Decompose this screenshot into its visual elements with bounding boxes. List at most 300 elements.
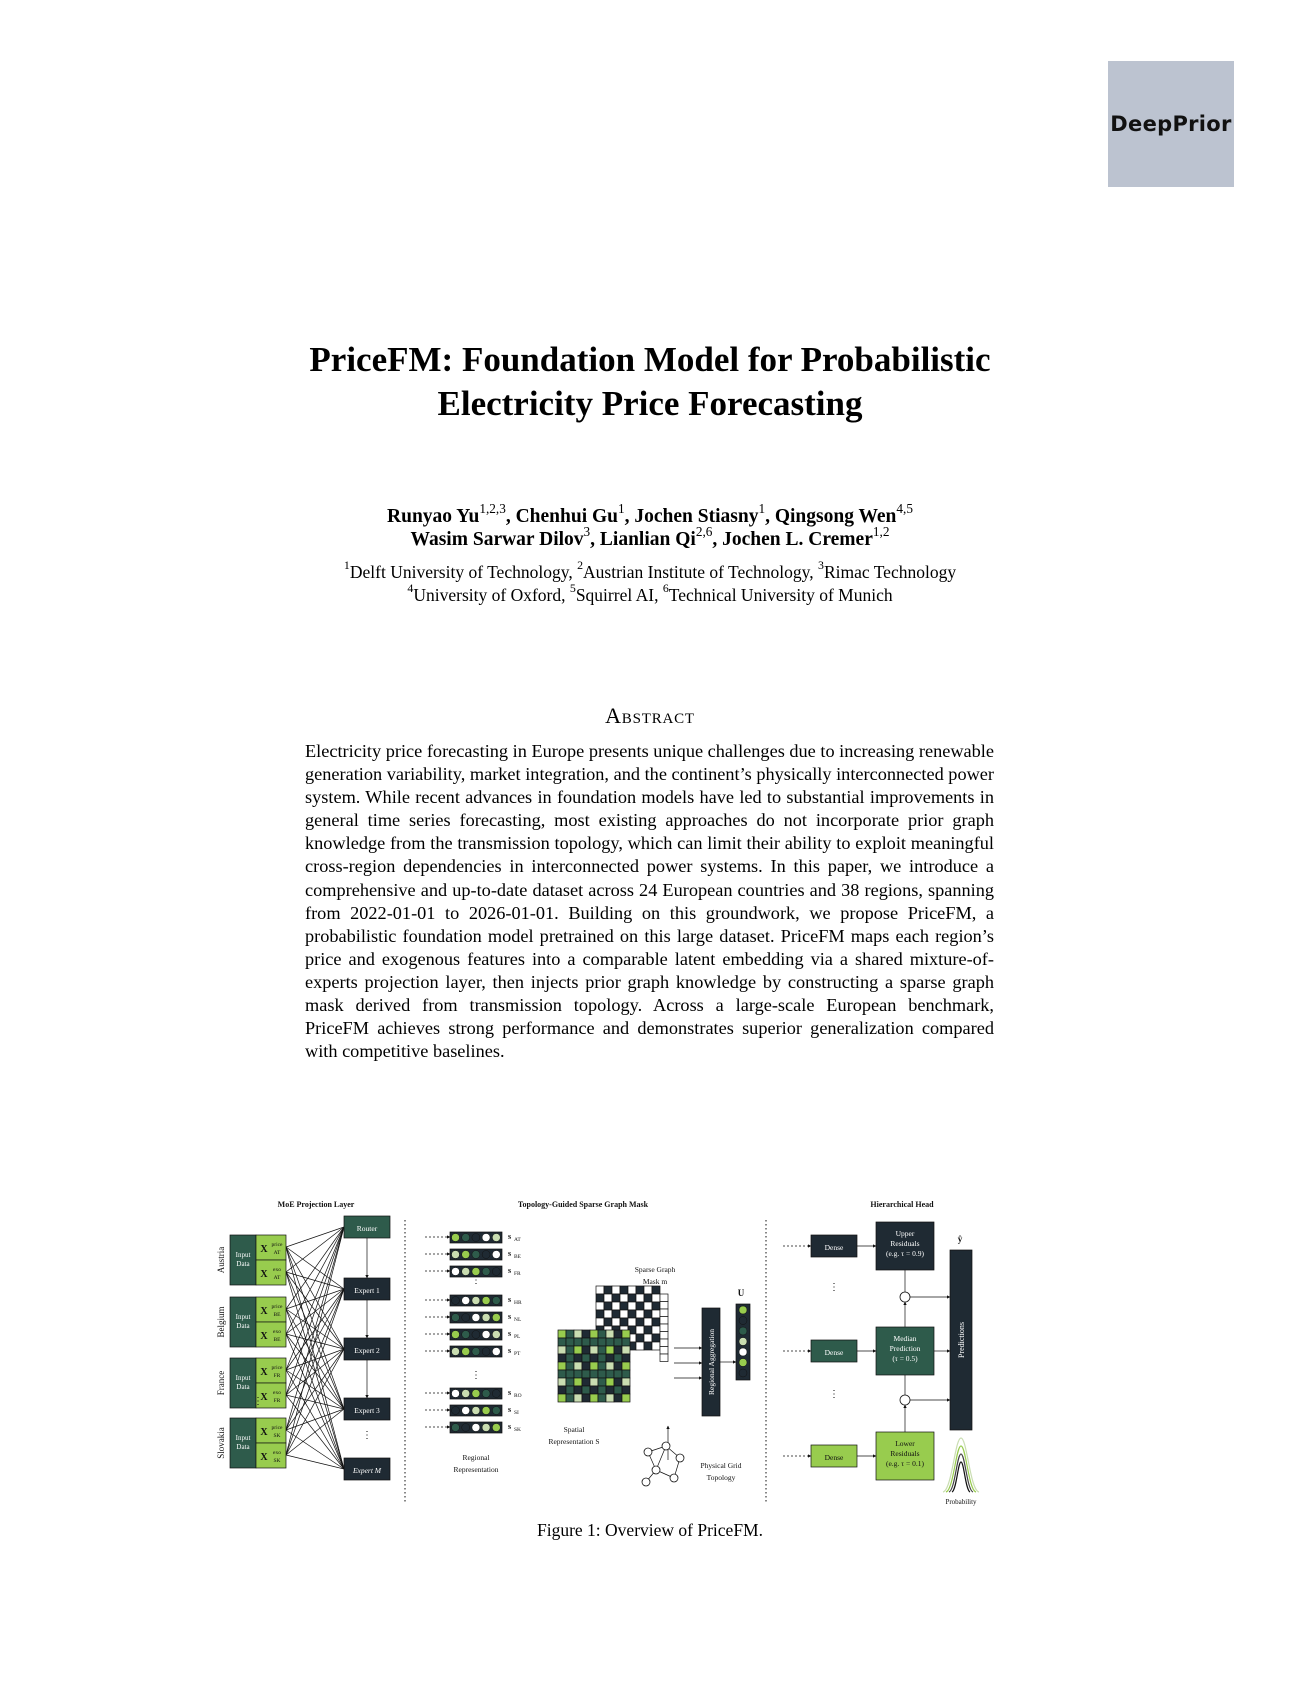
dense-label: Dense <box>824 1453 844 1462</box>
region-symbol: s <box>508 1249 512 1258</box>
country-label-fr: France <box>216 1370 226 1396</box>
spatial-cell <box>558 1378 566 1386</box>
spatial-cell <box>582 1354 590 1362</box>
spatial-cell <box>558 1386 566 1394</box>
input-data-label: Input <box>235 1251 251 1259</box>
topology-node <box>670 1474 678 1482</box>
spatial-cell <box>614 1346 622 1354</box>
spatial-cell <box>598 1386 606 1394</box>
affiliation-line-2: $^4$University of Oxford, $^5$Squirrel AI, $^6$Technical University of Munich <box>407 581 893 605</box>
spatial-cell <box>598 1346 606 1354</box>
region-vector-cell <box>482 1314 490 1322</box>
price-feature-symbol: X <box>260 1427 268 1438</box>
author-name: Chenhui Gu <box>515 506 619 527</box>
price-feature-symbol: X <box>260 1306 268 1317</box>
mask-side-cell <box>660 1332 668 1340</box>
dense-label: Dense <box>824 1348 844 1357</box>
mask-cell <box>636 1342 644 1350</box>
abstract-heading: Abstract <box>605 703 695 728</box>
spatial-cell <box>582 1346 590 1354</box>
spatial-cell <box>566 1378 574 1386</box>
region-vector-cell <box>472 1348 480 1356</box>
region-code: PT <box>514 1351 521 1357</box>
affiliation-name: Squirrel AI <box>575 585 655 605</box>
mask-cell <box>628 1286 636 1294</box>
mask-cell <box>644 1342 652 1350</box>
region-vector-cell <box>492 1331 500 1339</box>
region-symbol: s <box>508 1312 512 1321</box>
spatial-cell <box>614 1394 622 1402</box>
u-vector-cell <box>739 1306 747 1314</box>
spatial-cell <box>606 1378 614 1386</box>
connector <box>286 1227 344 1430</box>
ellipsis-vertical: ⋮ <box>471 1370 481 1381</box>
price-feature-sub: AT <box>273 1250 281 1256</box>
spatial-cell <box>582 1338 590 1346</box>
grid-topology-label: Physical Grid <box>700 1461 742 1470</box>
spatial-cell <box>582 1370 590 1378</box>
region-symbol: s <box>508 1388 512 1397</box>
connector <box>286 1227 344 1247</box>
spatial-cell <box>582 1386 590 1394</box>
mask-cell <box>612 1286 620 1294</box>
mask-side-cell <box>660 1354 668 1362</box>
grid-topology-label: Topology <box>706 1473 736 1482</box>
spatial-cell <box>622 1330 630 1338</box>
spatial-cell <box>566 1370 574 1378</box>
spatial-cell <box>614 1386 622 1394</box>
spatial-cell <box>598 1354 606 1362</box>
mask-cell <box>652 1310 660 1318</box>
affiliation-name: University of Oxford <box>413 585 562 605</box>
title-line-2: Electricity Price Forecasting <box>437 384 863 423</box>
author-name: Wasim Sarwar Dilov <box>410 529 584 550</box>
region-code: AT <box>514 1237 521 1243</box>
author-affil-mark: 1 <box>618 500 625 516</box>
mask-cell <box>612 1294 620 1302</box>
exo-feature-symbol: X <box>260 1452 268 1463</box>
exo-feature-sup: exo <box>273 1267 281 1273</box>
author-affil-mark: 3 <box>583 523 591 539</box>
mask-cell <box>620 1310 628 1318</box>
region-vector-cell <box>492 1424 500 1432</box>
region-vector-cell <box>452 1297 460 1305</box>
spatial-cell <box>622 1386 630 1394</box>
mask-cell <box>644 1326 652 1334</box>
region-vector-cell <box>482 1390 490 1398</box>
region-code: BE <box>514 1254 522 1260</box>
mask-cell <box>644 1286 652 1294</box>
region-vector-cell <box>492 1348 500 1356</box>
spatial-cell <box>590 1354 598 1362</box>
mask-cell <box>596 1310 604 1318</box>
mask-cell <box>596 1294 604 1302</box>
spatial-cell <box>582 1330 590 1338</box>
price-feature-sup: price <box>271 1304 283 1310</box>
spatial-cell <box>606 1346 614 1354</box>
spatial-cell <box>558 1394 566 1402</box>
router-label: Router <box>356 1224 378 1233</box>
median-label: (τ = 0.5) <box>892 1354 918 1363</box>
spatial-cell <box>614 1330 622 1338</box>
u-label: U <box>737 1288 745 1298</box>
figure-shapes <box>230 1216 979 1492</box>
u-vector-cell <box>739 1369 747 1377</box>
affiliation-mark: 2 <box>577 558 584 573</box>
mask-cell <box>636 1310 644 1318</box>
region-vector-cell <box>472 1390 480 1398</box>
author-list <box>150 500 1150 551</box>
spatial-cell <box>574 1362 582 1370</box>
predictions-label: Predictions <box>957 1322 966 1358</box>
spatial-cell <box>582 1378 590 1386</box>
price-feature-sup: price <box>271 1242 283 1248</box>
region-vector-cell <box>462 1251 470 1259</box>
region-vector-cell <box>472 1314 480 1322</box>
topology-node <box>662 1442 670 1450</box>
panel-title-head: Hierarchical Head <box>870 1200 934 1209</box>
region-symbol: s <box>508 1232 512 1241</box>
upper-label: Residuals <box>890 1239 920 1248</box>
probability-label: Probability <box>945 1498 977 1506</box>
input-data-label: Data <box>236 1383 250 1391</box>
region-vector-cell <box>492 1390 500 1398</box>
region-symbol: s <box>508 1346 512 1355</box>
lower-label: Residuals <box>890 1449 920 1458</box>
mask-cell <box>644 1302 652 1310</box>
region-vector-cell <box>462 1331 470 1339</box>
topology-node <box>652 1466 660 1474</box>
spatial-cell <box>566 1346 574 1354</box>
spatial-cell <box>598 1370 606 1378</box>
plus-operator <box>900 1292 910 1302</box>
spatial-cell <box>622 1338 630 1346</box>
author-name: Jochen L. Cremer <box>722 529 873 550</box>
mask-side-cell <box>660 1339 668 1347</box>
region-vector-cell <box>482 1424 490 1432</box>
spatial-cell <box>622 1370 630 1378</box>
connector <box>286 1227 344 1370</box>
spatial-cell <box>590 1378 598 1386</box>
minus-operator <box>900 1395 910 1405</box>
spatial-cell <box>574 1330 582 1338</box>
price-feature-sup: price <box>271 1425 283 1431</box>
connector <box>286 1227 344 1309</box>
ellipsis-vertical: ⋮ <box>253 1396 263 1407</box>
mask-side-cell <box>660 1309 668 1317</box>
region-vector-cell <box>452 1424 460 1432</box>
affiliation-mark: 4 <box>407 581 414 596</box>
region-vector-cell <box>472 1297 480 1305</box>
spatial-representation-label: Representation S <box>548 1437 600 1446</box>
mask-cell <box>604 1286 612 1294</box>
region-vector-cell <box>482 1251 490 1259</box>
upper-label: Upper <box>895 1229 915 1238</box>
affiliation-name: Austrian Institute of Technology <box>583 562 810 582</box>
mask-cell <box>652 1286 660 1294</box>
region-symbol: s <box>508 1405 512 1414</box>
spatial-cell <box>558 1370 566 1378</box>
region-vector-cell <box>462 1297 470 1305</box>
spatial-cell <box>582 1362 590 1370</box>
spatial-cell <box>574 1378 582 1386</box>
mask-cell <box>604 1318 612 1326</box>
country-label-at: Austria <box>216 1246 226 1274</box>
spatial-cell <box>574 1346 582 1354</box>
connector <box>286 1349 344 1430</box>
panel-title-moe: MoE Projection Layer <box>277 1200 355 1209</box>
spatial-cell <box>574 1338 582 1346</box>
region-vector-cell <box>472 1407 480 1415</box>
exo-feature-symbol: X <box>260 1392 268 1403</box>
spatial-cell <box>566 1362 574 1370</box>
u-vector-cell <box>739 1338 747 1346</box>
spatial-cell <box>590 1362 598 1370</box>
region-vector-cell <box>452 1348 460 1356</box>
mask-cell <box>628 1318 636 1326</box>
mask-side-cell <box>660 1324 668 1332</box>
spatial-cell <box>622 1378 630 1386</box>
regional-representation-label: Representation <box>453 1465 499 1474</box>
spatial-cell <box>622 1362 630 1370</box>
spatial-cell <box>598 1362 606 1370</box>
spatial-cell <box>614 1362 622 1370</box>
spatial-cell <box>574 1370 582 1378</box>
author-affil-mark: 1 <box>758 500 766 516</box>
mask-cell <box>652 1342 660 1350</box>
mask-cell <box>628 1310 636 1318</box>
affiliation-name: Delft University of Technology <box>349 562 569 582</box>
mask-cell <box>604 1294 612 1302</box>
mask-cell <box>596 1286 604 1294</box>
affiliation-list <box>150 558 1150 607</box>
mask-cell <box>636 1326 644 1334</box>
region-vector-cell <box>472 1424 480 1432</box>
region-vector-cell <box>462 1407 470 1415</box>
spatial-cell <box>614 1378 622 1386</box>
mask-cell <box>636 1334 644 1342</box>
region-code: RO <box>514 1393 522 1399</box>
mask-cell <box>652 1318 660 1326</box>
spatial-cell <box>574 1354 582 1362</box>
spatial-cell <box>606 1394 614 1402</box>
region-vector-cell <box>492 1234 500 1242</box>
title-line-1: PriceFM: Foundation Model for Probabilistic <box>309 340 991 379</box>
u-vector-cell <box>739 1327 747 1335</box>
affiliation-line-1: $^1$Delft University of Technology, $^2$Austrian Institute of Technology, $^3$Rimac Technology <box>343 558 957 582</box>
region-vector-cell <box>492 1314 500 1322</box>
input-data-label: Input <box>235 1374 251 1382</box>
connector <box>286 1455 344 1469</box>
mask-cell <box>620 1318 628 1326</box>
region-vector-cell <box>462 1234 470 1242</box>
price-feature-symbol: X <box>260 1367 268 1378</box>
figure-pricefm-overview <box>216 1190 1060 1508</box>
paper-title <box>150 338 1150 426</box>
country-label-be: Belgium <box>216 1306 226 1338</box>
mask-cell <box>644 1310 652 1318</box>
expert-label: Expert M <box>352 1466 382 1475</box>
exo-feature-sub: SK <box>273 1458 281 1464</box>
mask-cell <box>604 1310 612 1318</box>
region-vector-cell <box>452 1234 460 1242</box>
spatial-cell <box>574 1394 582 1402</box>
ellipsis-vertical: ⋮ <box>829 1389 839 1400</box>
expert-label: Expert 2 <box>354 1346 380 1355</box>
mask-cell <box>628 1302 636 1310</box>
spatial-cell <box>582 1394 590 1402</box>
mask-cell <box>612 1318 620 1326</box>
ellipsis-vertical: ⋮ <box>471 1275 481 1286</box>
spatial-cell <box>566 1394 574 1402</box>
mask-cell <box>620 1294 628 1302</box>
author-affil-mark: 1,2,3 <box>479 500 506 516</box>
spatial-cell <box>574 1386 582 1394</box>
author-affil-mark: 2,6 <box>695 523 713 539</box>
mask-cell <box>636 1318 644 1326</box>
ellipsis-vertical: ⋮ <box>362 1430 372 1441</box>
spatial-cell <box>622 1354 630 1362</box>
sparse-mask-label: Mask m <box>642 1277 668 1286</box>
region-vector-cell <box>462 1314 470 1322</box>
region-vector-cell <box>452 1314 460 1322</box>
spatial-cell <box>614 1338 622 1346</box>
affiliation-mark: 1 <box>343 558 350 573</box>
region-vector-cell <box>452 1390 460 1398</box>
region-vector-cell <box>472 1331 480 1339</box>
spatial-cell <box>598 1394 606 1402</box>
mask-cell <box>620 1286 628 1294</box>
mask-cell <box>652 1294 660 1302</box>
regional-aggregation-label: Regional Aggregation <box>707 1328 716 1396</box>
topology-node <box>676 1454 684 1462</box>
region-symbol: s <box>508 1329 512 1338</box>
spatial-cell <box>566 1386 574 1394</box>
ellipsis-vertical: ⋮ <box>829 1282 839 1293</box>
panel-title-mask: Topology-Guided Sparse Graph Mask <box>517 1200 649 1209</box>
mask-side-cell <box>660 1302 668 1310</box>
connector <box>286 1289 344 1455</box>
spatial-cell <box>558 1338 566 1346</box>
region-code: SI <box>514 1410 519 1416</box>
region-vector-cell <box>482 1331 490 1339</box>
u-vector-cell <box>739 1317 747 1325</box>
spatial-cell <box>606 1354 614 1362</box>
lower-label: (e.g. τ = 0.1) <box>885 1459 925 1468</box>
region-code: FR <box>514 1271 521 1277</box>
u-vector-cell <box>739 1359 747 1367</box>
spatial-cell <box>590 1346 598 1354</box>
spatial-cell <box>558 1330 566 1338</box>
spatial-cell <box>566 1338 574 1346</box>
spatial-cell <box>590 1330 598 1338</box>
mask-cell <box>636 1294 644 1302</box>
upper-label: (e.g. τ = 0.9) <box>885 1249 925 1258</box>
lower-label: Lower <box>895 1439 915 1448</box>
price-feature-sub: FR <box>273 1373 281 1379</box>
price-feature-sub: BE <box>273 1312 281 1318</box>
price-feature-sup: price <box>271 1365 283 1371</box>
spatial-cell <box>590 1338 598 1346</box>
mask-cell <box>652 1326 660 1334</box>
price-feature-sub: SK <box>273 1433 281 1439</box>
region-vector-cell <box>492 1268 500 1276</box>
region-vector-cell <box>452 1331 460 1339</box>
region-symbol: s <box>508 1422 512 1431</box>
author-affil-mark: 1,2 <box>872 523 890 539</box>
region-vector-cell <box>492 1251 500 1259</box>
author-line-1: Runyao Yu$^{1,2,3}$, Chenhui Gu$^1$, Jochen Stiasny$^1$, Qingsong Wen$^{4,5}$ <box>387 500 913 527</box>
probability-curve <box>946 1446 976 1492</box>
author-name: Qingsong Wen <box>774 506 897 527</box>
region-code: NL <box>514 1317 522 1323</box>
mask-cell <box>644 1334 652 1342</box>
region-vector-cell <box>482 1407 490 1415</box>
spatial-cell <box>606 1370 614 1378</box>
region-vector-cell <box>452 1268 460 1276</box>
region-vector-cell <box>482 1268 490 1276</box>
exo-feature-sub: AT <box>273 1275 281 1281</box>
abstract-text: Electricity price forecasting in Europe presents unique challenges due to increasing renewable generation variability, market integration, and the continent’s physically interconnected power system. While recent advances in foundation models have led to substantial improvements in general time series forecasting, most existing approaches do not incorporate prior graph knowledge from the transmission topology, which can limit their ability to exploit meaningful cross-region dependencies in interconnected power systems. In this paper, we introduce a comprehensive and up-to-date dataset across 24 European countries and 38 regions, spanning from 2022-01-01 to 2026-01-01. Building on this groundwork, we propose PriceFM, a probabilistic foundation model pretrained on this large dataset. PriceFM maps each region’s price and exogenous features into a comparable latent embedding via a shared mixture-of-experts projection layer, then injects prior graph knowledge by constructing a sparse graph mask derived from transmission topology. Across a large-scale European benchmark, PriceFM achieves strong performance and demonstrates superior generalization compared with competitive baselines. <box>305 741 994 1062</box>
region-code: SK <box>514 1427 522 1433</box>
yhat-label: ŷ <box>957 1234 963 1244</box>
region-vector-cell <box>462 1348 470 1356</box>
region-vector-cell <box>482 1297 490 1305</box>
spatial-cell <box>558 1354 566 1362</box>
affiliation-mark: 6 <box>662 581 669 596</box>
region-vector-cell <box>452 1407 460 1415</box>
author-line-2: Wasim Sarwar Dilov$^3$, Lianlian Qi$^{2,6}$, Jochen L. Cremer$^{1,2}$ <box>410 523 890 550</box>
author-name: Runyao Yu <box>387 506 480 527</box>
input-data-label: Data <box>236 1322 250 1330</box>
spatial-cell <box>598 1330 606 1338</box>
mask-cell <box>596 1302 604 1310</box>
input-data-label: Data <box>236 1260 250 1268</box>
region-vector-cell <box>482 1348 490 1356</box>
region-vector-cell <box>492 1297 500 1305</box>
mask-cell <box>652 1302 660 1310</box>
spatial-cell <box>590 1370 598 1378</box>
mask-side-cell <box>660 1347 668 1355</box>
region-vector-cell <box>492 1407 500 1415</box>
region-code: PL <box>514 1334 521 1340</box>
author-name: Lianlian Qi <box>599 529 696 550</box>
topology-node <box>644 1448 652 1456</box>
spatial-cell <box>566 1354 574 1362</box>
spatial-cell <box>606 1330 614 1338</box>
input-data-label: Data <box>236 1443 250 1451</box>
region-vector-cell <box>472 1251 480 1259</box>
region-vector-cell <box>472 1234 480 1242</box>
spatial-representation-label: Spatial <box>563 1425 585 1434</box>
region-vector-cell <box>462 1268 470 1276</box>
mask-cell <box>636 1286 644 1294</box>
affiliation-mark: 3 <box>818 558 824 573</box>
region-code: HR <box>514 1300 522 1306</box>
exo-feature-symbol: X <box>260 1331 268 1342</box>
sparse-mask-label: Sparse Graph <box>634 1265 676 1274</box>
mask-side-cell <box>660 1317 668 1325</box>
spatial-cell <box>606 1386 614 1394</box>
spatial-cell <box>606 1338 614 1346</box>
region-symbol: s <box>508 1295 512 1304</box>
spatial-cell <box>606 1362 614 1370</box>
affiliation-name: Technical University of Munich <box>668 585 893 605</box>
spatial-cell <box>558 1362 566 1370</box>
spatial-cell <box>566 1330 574 1338</box>
figure-caption: Figure 1: Overview of PriceFM. <box>536 1520 763 1540</box>
region-symbol: s <box>508 1266 512 1275</box>
